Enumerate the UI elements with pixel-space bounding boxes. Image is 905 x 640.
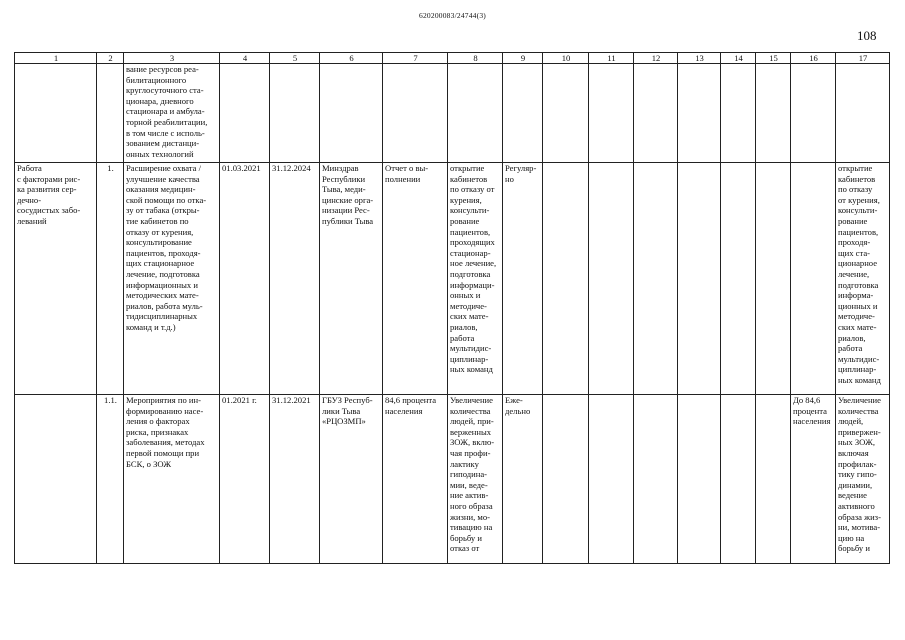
cell-target bbox=[791, 64, 836, 163]
cell-end-date: 31.12.2021 bbox=[270, 395, 320, 564]
cell-col-14 bbox=[721, 395, 756, 564]
col-number: 11 bbox=[589, 53, 634, 64]
col-number: 4 bbox=[220, 53, 270, 64]
cell-outcome bbox=[836, 64, 890, 163]
table-row bbox=[15, 163, 890, 395]
cell-result: Увеличение количества людей, при- верженных ЗОЖ, вклю- чая профи- лактику гиподина- мии, веде- ние актив- ного образа жизни, мо- тивацию на борьбу и отказ от bbox=[448, 395, 503, 564]
cell-number bbox=[97, 64, 124, 163]
cell-col-12 bbox=[634, 163, 678, 395]
cell-report-type: Отчет о вы- полнении bbox=[383, 163, 448, 395]
cell-target bbox=[791, 163, 836, 395]
cell-responsible: Минздрав Республики Тыва, меди- цинские орга- низации Рес- публики Тыва bbox=[320, 163, 383, 395]
col-number: 13 bbox=[678, 53, 721, 64]
cell-section: Работа с факторами рис- ка развития сер- дечно- сосудистых забо- леваний bbox=[15, 163, 97, 395]
col-number: 14 bbox=[721, 53, 756, 64]
cell-report-type: 84,6 процента населения bbox=[383, 395, 448, 564]
cell-col-14 bbox=[721, 64, 756, 163]
cell-end-date: 31.12.2024 bbox=[270, 163, 320, 395]
cell-col-11 bbox=[589, 163, 634, 395]
cell-number: 1. bbox=[97, 163, 124, 395]
col-number: 9 bbox=[503, 53, 543, 64]
cell-col-10 bbox=[543, 163, 589, 395]
col-number: 16 bbox=[791, 53, 836, 64]
column-number-row bbox=[15, 53, 890, 64]
cell-frequency: Регуляр- но bbox=[503, 163, 543, 395]
cell-number: 1.1. bbox=[97, 395, 124, 564]
col-number: 15 bbox=[756, 53, 791, 64]
cell-activity: Расширение охвата / улучшение качества оказания медицин- ской помощи по отка- зу от табака (откры- тие кабинетов по отказу от курения, консультирование пациентов, проходя- щих стационарное лечение, подготовка информационных и методических мате- риалов, работа муль- тидисциплинарных команд и т.д.) bbox=[124, 163, 220, 395]
cell-col-13 bbox=[678, 163, 721, 395]
cell-responsible bbox=[320, 64, 383, 163]
cell-col-13 bbox=[678, 64, 721, 163]
document-id: 620200083/24744(3) bbox=[419, 11, 486, 20]
cell-outcome: Увеличение количества людей, привержен- ных ЗОЖ, включая профилак- тику гипо- динамии, ведение активного образа жиз- ни, мотива- цию на борьбу и bbox=[836, 395, 890, 564]
cell-col-13 bbox=[678, 395, 721, 564]
cell-outcome: открытие кабинетов по отказу от курения, консульти- рование пациентов, проходя- щих ста- ционарное лечение, подготовка информа- ционных и методиче- ских мате- риалов, работа мультидис- циплинар- ных команд bbox=[836, 163, 890, 395]
col-number: 5 bbox=[270, 53, 320, 64]
cell-result: открытие кабинетов по отказу от курения, консульти- рование пациентов, проходящих стационар- ное лечение, подготовка информаци- онных и методиче- ских мате- риалов, работа мультидис- циплинар- ных команд bbox=[448, 163, 503, 395]
cell-start-date: 01.2021 г. bbox=[220, 395, 270, 564]
cell-section bbox=[15, 395, 97, 564]
cell-target: До 84,6 процента населения bbox=[791, 395, 836, 564]
cell-col-10 bbox=[543, 395, 589, 564]
cell-end-date bbox=[270, 64, 320, 163]
page-number: 108 bbox=[857, 28, 877, 43]
plan-table bbox=[14, 52, 890, 564]
cell-col-11 bbox=[589, 64, 634, 163]
cell-col-15 bbox=[756, 64, 791, 163]
col-number: 17 bbox=[836, 53, 890, 64]
cell-col-14 bbox=[721, 163, 756, 395]
col-number: 6 bbox=[320, 53, 383, 64]
col-number: 1 bbox=[15, 53, 97, 64]
col-number: 8 bbox=[448, 53, 503, 64]
table-row bbox=[15, 64, 890, 163]
cell-result bbox=[448, 64, 503, 163]
cell-frequency: Еже- дельно bbox=[503, 395, 543, 564]
col-number: 2 bbox=[97, 53, 124, 64]
cell-activity: вание ресурсов реа- билитационного круглосуточного ста- ционара, дневного стационара и амбула- торной реабилитации, в том числе с исполь- зованием дистанци- онных технологий bbox=[124, 64, 220, 163]
cell-start-date bbox=[220, 64, 270, 163]
cell-col-12 bbox=[634, 395, 678, 564]
cell-report-type bbox=[383, 64, 448, 163]
col-number: 7 bbox=[383, 53, 448, 64]
cell-start-date: 01.03.2021 bbox=[220, 163, 270, 395]
cell-section bbox=[15, 64, 97, 163]
cell-frequency bbox=[503, 64, 543, 163]
cell-col-15 bbox=[756, 395, 791, 564]
cell-col-12 bbox=[634, 64, 678, 163]
cell-activity: Мероприятия по ин- формированию насе- ления о факторах риска, признаках заболевания, методах первой помощи при БСК, о ЗОЖ bbox=[124, 395, 220, 564]
cell-responsible: ГБУЗ Респуб- лики Тыва «РЦОЗМП» bbox=[320, 395, 383, 564]
col-number: 10 bbox=[543, 53, 589, 64]
table-row bbox=[15, 395, 890, 564]
cell-col-15 bbox=[756, 163, 791, 395]
col-number: 3 bbox=[124, 53, 220, 64]
col-number: 12 bbox=[634, 53, 678, 64]
cell-col-11 bbox=[589, 395, 634, 564]
cell-col-10 bbox=[543, 64, 589, 163]
